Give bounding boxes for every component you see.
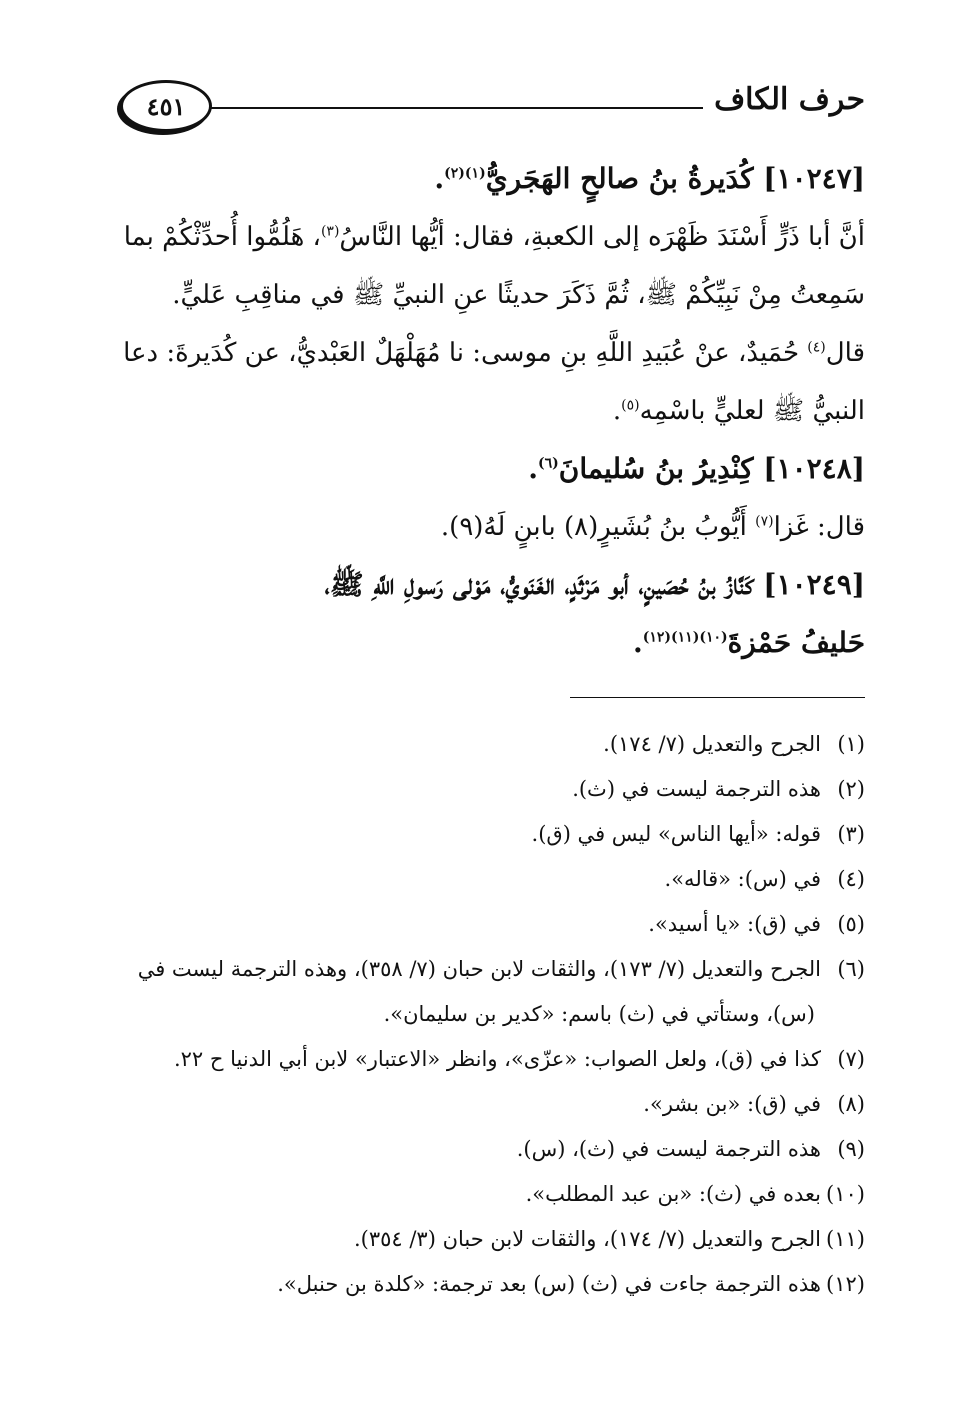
footnote-divider (570, 697, 865, 698)
footnote: (٥)في (ق): «يا أسيد». (648, 912, 865, 936)
entry-heading: حَليفُ حَمْزةَ$^{(١٠)(١١)(١٢)}$. (632, 626, 865, 659)
footnote: (٤)في (س): «قاله». (664, 867, 865, 891)
footnote: (١١)الجرح والتعديل (٧/ ١٧٤)، والثقات لابن حبان (٣/ ٣٥٤). (353, 1227, 865, 1251)
footnote-ref: (١)(٢) (444, 165, 486, 182)
entry-heading: [١٠٢٤٨] كِنْدِيرُ بنُ سُليمانَ$^{(٦)}$. (528, 452, 865, 485)
footnote-ref: (٥) (621, 397, 640, 414)
footnote-continuation: (س)، وستأتي في (ث) باسم: «كدير بن سليمان». (383, 1002, 815, 1026)
footnote-ref: (٣) (320, 223, 340, 240)
footnote: (٦)الجرح والتعديل (٧/ ١٧٣)، والثقات لابن حبان (٧/ ٣٥٨)، وهذه الترجمة ليست في (137, 957, 865, 981)
footnote: (١)الجرح والتعديل (٧/ ١٧٤). (603, 732, 865, 756)
footnote: (٢)هذه الترجمة ليست في (ث). (572, 777, 865, 801)
main-text (107, 150, 865, 672)
entry-heading: [١٠٢٤٩] كَنَّازُ بنُ حُصَينٍ، أبو مَرْثَدٍ، الغَنَويُّ، مَوْلى رَسولِ اللَّهِ ﷺ، (324, 568, 865, 601)
text-line: سَمِعتُ مِنْ نَبِيِّكُمْ ﷺ، ثُمَّ ذَكَرَ حديثًا عنِ النبيِّ ﷺ في مناقِبِ عَليٍّ. (172, 280, 865, 310)
footnote: (٣)قوله: «أيها الناس» ليس في (ق). (531, 822, 865, 846)
footnote: (٧)كذا في (ق)، ولعل الصواب: «عزّى»، وانظر «الاعتبار» لابن أبي الدنيا ح ٢٢. (173, 1047, 865, 1071)
footnote: (٩)هذه الترجمة ليست في (ث)، (س). (516, 1137, 865, 1161)
footnote-ref: (٦) (537, 455, 559, 472)
footnote: (١٢)هذه الترجمة جاءت في (ث) (س) بعد ترجمة: «كلدة بن حنبل». (277, 1272, 865, 1296)
footnote-ref: (٤) (807, 339, 826, 356)
footnote-ref: (٧) (755, 513, 774, 530)
running-title: حرف الكاف (714, 82, 865, 117)
text-line: قال: غَزا$^{(٧)}$ أَيُّوبُ بنُ بُشَيرٍ(٨) بابنٍ لَهُ(٩). (440, 512, 865, 542)
footnotes (107, 722, 865, 1307)
footnote: (١٠)بعده في (ث): «بن عبد المطلب». (525, 1182, 865, 1206)
page-number: ٤٥١ (120, 80, 212, 132)
page-header (120, 80, 865, 138)
entry-heading: [١٠٢٤٧] كُدَيرةُ بنُ صالحٍ الهَجَريُّ$^{(١)(٢)}$. (434, 162, 865, 195)
header-rule (210, 107, 703, 109)
footnote: (٨)في (ق): «بن بشر». (643, 1092, 865, 1116)
text-line: النبيُّ ﷺ لعليٍّ باسْمِه$^{(٥)}$. (612, 396, 865, 426)
footnote-ref: (١٠)(١١)(١٢) (642, 629, 728, 646)
text-line: أنَّ أبا ذَرٍّ أَسْنَدَ ظَهْرَه إلى الكعبةِ، فقال: أيُّها النَّاسُ$^{(٣)}$، هَلُمُّوا أُحدِّثْكُمْ بما (123, 222, 865, 252)
text-line: قال$^{(٤)}$ حُمَيدٌ، عنْ عُبَيدِ اللَّهِ بنِ موسى: نا مُهَلْهَلٌ العَبْديُّ، عن كُدَيرةَ: دعا (123, 338, 865, 368)
